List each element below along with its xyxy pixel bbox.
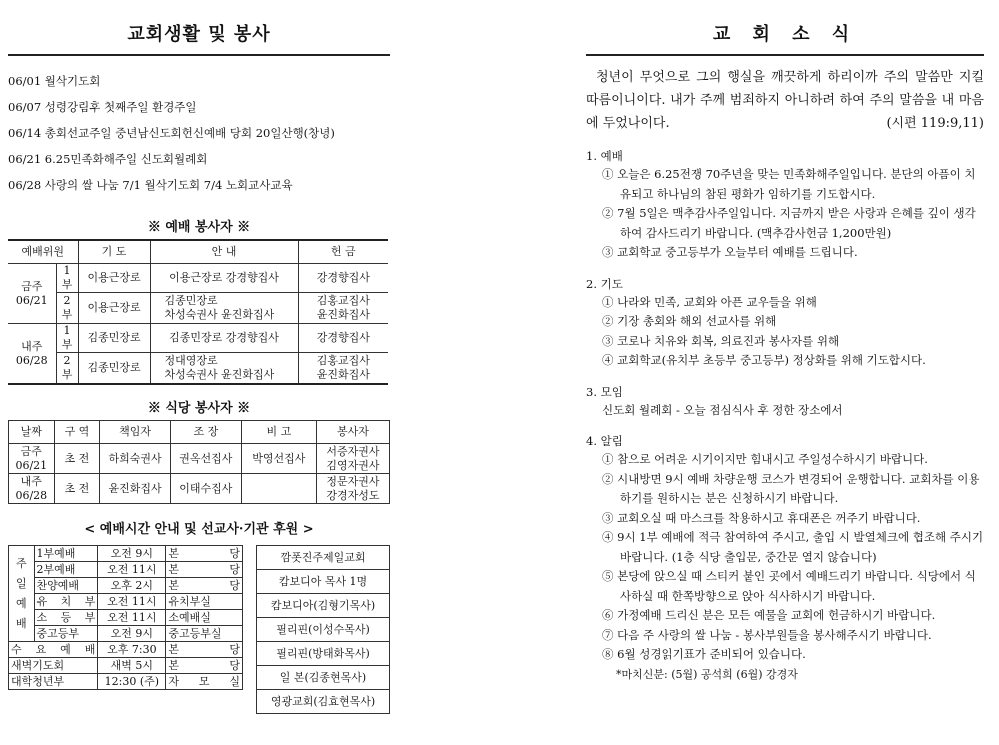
service-time: 오후 2시 <box>98 578 166 594</box>
worship-volunteers-heading: ※ 예배 봉사자 ※ <box>147 220 251 235</box>
offering-line: 김홍교집사 <box>316 354 370 367</box>
next-week-label: 내주 06/28 <box>8 324 56 385</box>
service-place: 본 당 <box>166 658 243 674</box>
church-news-title: 교 회 소 식 <box>586 0 984 56</box>
offering-person: 강경향집사 <box>298 324 388 353</box>
table-row <box>9 658 243 674</box>
dining-chief: 이태수집사 <box>170 474 241 504</box>
header-lead: 책임자 <box>100 421 171 444</box>
mission-support-table <box>256 545 390 714</box>
header-servants: 봉사자 <box>316 421 389 444</box>
support-entry: 필리핀(방태화목사) <box>257 642 390 666</box>
verse-text: 청년이 무엇으로 그의 행실을 깨끗하게 하리이까 주의 말씀만 지킬 따름이니이다. 내가 주께 범죄하지 아니하려 하여 주의 말씀을 내 마음에 두었나이다. <box>586 70 984 131</box>
dining-date: 금주 06/21 <box>9 444 55 474</box>
list-item: ① 나라와 민족, 교회와 아픈 교우들을 위해 <box>602 294 817 309</box>
header-area: 구 역 <box>54 421 100 444</box>
service-times-table <box>8 545 243 690</box>
list-item: ④ 9시 1부 예배에 적극 참여하여 주시고, 출입 시 발열체크에 협조해 주시기 바랍니다. (1층 식당 출입문, 중간문 열지 않습니다) <box>602 530 984 564</box>
table-row <box>257 618 390 642</box>
service-name: 중고등부 <box>34 626 98 642</box>
schedule-item: 06/14 총회선교주일 중년남신도회헌신예배 당회 20일산행(창녕) <box>8 126 335 140</box>
meeting-text: 신도회 월례회 - 오늘 점심식사 후 정한 장소에서 <box>602 402 843 417</box>
bible-reading-completed-note: *마치신분: (5월) 공석희 (6월) 강경자 <box>616 667 798 681</box>
header-prayer: 기 도 <box>78 240 150 264</box>
dining-chief: 권옥선집사 <box>170 444 241 474</box>
list-item: ② 7월 5일은 맥추감사주일입니다. 지금까지 받은 사랑과 은혜를 깊이 생각하여 감사드리기 바랍니다. (맥추감사헌금 1,200만원) <box>602 206 976 240</box>
service-name: 2부예배 <box>34 562 98 578</box>
table-row <box>8 264 388 293</box>
sunday-worship-label: 주일예배 <box>9 546 35 642</box>
dining-date: 내주 06/28 <box>9 474 55 504</box>
service-part: 1부 <box>56 264 78 293</box>
table-row <box>9 546 243 562</box>
header-note: 비 고 <box>241 421 316 444</box>
news-worship-section <box>586 147 984 263</box>
service-name: 1부예배 <box>34 546 98 562</box>
dining-lead: 하희숙권사 <box>100 444 171 474</box>
list-item: ② 시내방면 9시 예배 차량운행 코스가 변경되어 운행합니다. 교회차를 이용하기를 원하시는 분은 신청하시기 바랍니다. <box>602 471 980 505</box>
guide-persons: 김종민장로 강경향집사 <box>150 324 298 353</box>
guide-line: 차성숙권사 윤진화집사 <box>164 308 275 321</box>
church-life-title: 교회생활 및 봉사 <box>8 0 390 56</box>
guide-persons <box>150 353 298 385</box>
support-entry: 필리핀(이성수목사) <box>257 618 390 642</box>
table-row <box>9 594 243 610</box>
guide-persons: 이용근장로 강경향집사 <box>150 264 298 293</box>
table-row <box>9 474 390 504</box>
news-notice-section <box>586 432 984 684</box>
schedule-item: 06/28 사랑의 쌀 나눔 7/1 월삭기도회 7/4 노회교사교육 <box>8 178 293 192</box>
prayer-person: 이용근장로 <box>78 264 150 293</box>
list-item: ⑤ 본당에 앉으실 때 스티커 붙인 곳에서 예배드리기 바랍니다. 식당에서 식사하실 때 한쪽방향으로 앉아 식사하시기 바랍니다. <box>602 569 976 603</box>
table-row <box>9 642 243 658</box>
right-column <box>586 0 984 684</box>
news-meeting-section <box>586 383 984 421</box>
list-item: ⑥ 가정예배 드리신 분은 모든 예물을 교회에 헌금하시기 바랍니다. <box>602 608 936 622</box>
service-place: 중고등부실 <box>166 626 243 642</box>
service-name: 유 치 부 <box>34 594 98 610</box>
list-item: ① 참으로 어려운 시기이지만 힘내시고 주일성수하시기 바랍니다. <box>602 452 928 466</box>
section-heading: 2. 기도 <box>586 276 623 291</box>
service-name: 소 등 부 <box>34 610 98 626</box>
service-time: 오전 11시 <box>98 610 166 626</box>
offering-person: 강경향집사 <box>298 264 388 293</box>
offering-line: 윤진화집사 <box>316 308 370 321</box>
service-time: 오전 9시 <box>98 546 166 562</box>
table-row <box>257 546 390 570</box>
service-time: 오전 11시 <box>98 562 166 578</box>
support-entry: 영광교회(김효현목사) <box>257 690 390 714</box>
table-row <box>257 690 390 714</box>
service-place: 유치부실 <box>166 594 243 610</box>
service-place: 본 당 <box>166 578 243 594</box>
news-prayer-section <box>586 275 984 371</box>
list-item: ③ 코로나 치유와 회복, 의료진과 봉사자를 위해 <box>602 333 840 348</box>
service-time: 오후 7:30 <box>98 642 166 658</box>
header-offering: 헌 금 <box>298 240 388 264</box>
table-row <box>8 353 388 385</box>
dining-lead: 윤진화집사 <box>100 474 171 504</box>
service-part: 2부 <box>56 293 78 324</box>
dining-volunteers-heading: ※ 식당 봉사자 ※ <box>147 401 251 416</box>
header-worship-committee: 예배위원 <box>8 240 78 264</box>
servant-line: 강경자성도 <box>326 488 380 502</box>
service-name: 새벽기도회 <box>9 658 98 674</box>
schedule-item: 06/07 성령강림후 첫째주일 환경주일 <box>8 100 197 114</box>
dining-note: 박영선집사 <box>241 444 316 474</box>
verse-reference: (시편 119:9,11) <box>886 116 984 131</box>
service-place: 소예배실 <box>166 610 243 626</box>
dining-servants <box>316 474 389 504</box>
header-date: 날짜 <box>9 421 55 444</box>
service-part: 2부 <box>56 353 78 385</box>
list-item: ④ 교회학교(유치부 초등부 중고등부) 정상화를 위해 기도합시다. <box>602 353 926 367</box>
guide-line: 차성숙권사 윤진화집사 <box>164 368 275 381</box>
table-row <box>8 324 388 353</box>
header-chief: 조 장 <box>170 421 241 444</box>
support-entry: 일 본(김종현목사) <box>257 666 390 690</box>
section-heading: 4. 알림 <box>586 434 623 448</box>
list-item: ③ 교회오실 때 마스크를 착용하시고 휴대폰은 꺼주기 바랍니다. <box>602 510 921 525</box>
support-entry: 캄보디아(김형기목사) <box>257 594 390 618</box>
offering-persons <box>298 353 388 385</box>
this-week-label: 금주 06/21 <box>8 264 56 324</box>
service-info-area <box>8 545 390 745</box>
service-time: 새벽 5시 <box>98 658 166 674</box>
table-row <box>257 642 390 666</box>
service-place: 자 모 실 <box>166 674 243 690</box>
schedule-item: 06/21 6.25민족화해주일 신도회월례회 <box>8 152 208 166</box>
service-place: 본 당 <box>166 642 243 658</box>
service-name: 수 요 예 배 <box>9 642 98 658</box>
guide-persons <box>150 293 298 324</box>
prayer-person: 김종민장로 <box>78 324 150 353</box>
prayer-person: 이용근장로 <box>78 293 150 324</box>
dining-area: 초 전 <box>54 444 100 474</box>
list-item: ③ 교회학교 중고등부가 오늘부터 예배를 드립니다. <box>602 245 858 259</box>
table-row <box>9 562 243 578</box>
service-times-heading: < 예배시간 안내 및 선교사·기관 후원 > <box>84 522 314 537</box>
worship-volunteers-table <box>8 239 388 385</box>
table-row <box>257 666 390 690</box>
servant-line: 김영자권사 <box>326 458 380 472</box>
dining-area: 초 전 <box>54 474 100 504</box>
service-name: 대학청년부 <box>9 674 98 690</box>
servant-line: 서증자권사 <box>326 444 380 458</box>
table-row <box>9 674 243 690</box>
offering-line: 김홍교집사 <box>316 294 370 307</box>
guide-line: 김종민장로 <box>164 294 218 307</box>
support-entry: 깜폿진주제일교회 <box>257 546 390 570</box>
service-part: 1부 <box>56 324 78 353</box>
list-item: ① 오늘은 6.25전쟁 70주년을 맞는 민족화해주일입니다. 분단의 아픔이 치유되고 하나님의 참된 평화가 임하기를 기도합시다. <box>602 167 976 201</box>
servant-line: 정문자권사 <box>326 474 380 488</box>
table-row <box>8 293 388 324</box>
prayer-person: 김종민장로 <box>78 353 150 385</box>
list-item: ② 기장 총회와 해외 선교사를 위해 <box>602 314 777 328</box>
table-row <box>9 444 390 474</box>
table-row <box>257 594 390 618</box>
schedule-item: 06/01 월삭기도회 <box>8 74 101 88</box>
table-row <box>257 570 390 594</box>
service-time: 12:30 (주) <box>98 674 166 690</box>
section-heading: 1. 예배 <box>586 149 623 163</box>
support-entry: 캄보디아 목사 1명 <box>257 570 390 594</box>
dining-note <box>241 474 316 504</box>
scripture-verse <box>586 66 984 135</box>
left-column <box>8 0 390 745</box>
offering-persons <box>298 293 388 324</box>
dining-volunteers-table <box>8 420 390 504</box>
header-guide: 안 내 <box>150 240 298 264</box>
table-row <box>9 626 243 642</box>
table-header-row <box>8 240 388 264</box>
dining-servants <box>316 444 389 474</box>
service-place: 본 당 <box>166 546 243 562</box>
list-item: ⑧ 6월 성경읽기표가 준비되어 있습니다. <box>602 647 806 661</box>
service-place: 본 당 <box>166 562 243 578</box>
table-header-row <box>9 421 390 444</box>
schedule-list <box>8 68 390 198</box>
table-row <box>9 610 243 626</box>
service-time: 오전 9시 <box>98 626 166 642</box>
offering-line: 윤진화집사 <box>316 368 370 381</box>
service-time: 오전 11시 <box>98 594 166 610</box>
section-heading: 3. 모임 <box>586 384 623 399</box>
guide-line: 정대영장로 <box>164 354 218 367</box>
list-item: ⑦ 다음 주 사랑의 쌀 나눔 - 봉사부원들을 봉사해주시기 바랍니다. <box>602 627 932 642</box>
service-name: 찬양예배 <box>34 578 98 594</box>
table-row <box>9 578 243 594</box>
